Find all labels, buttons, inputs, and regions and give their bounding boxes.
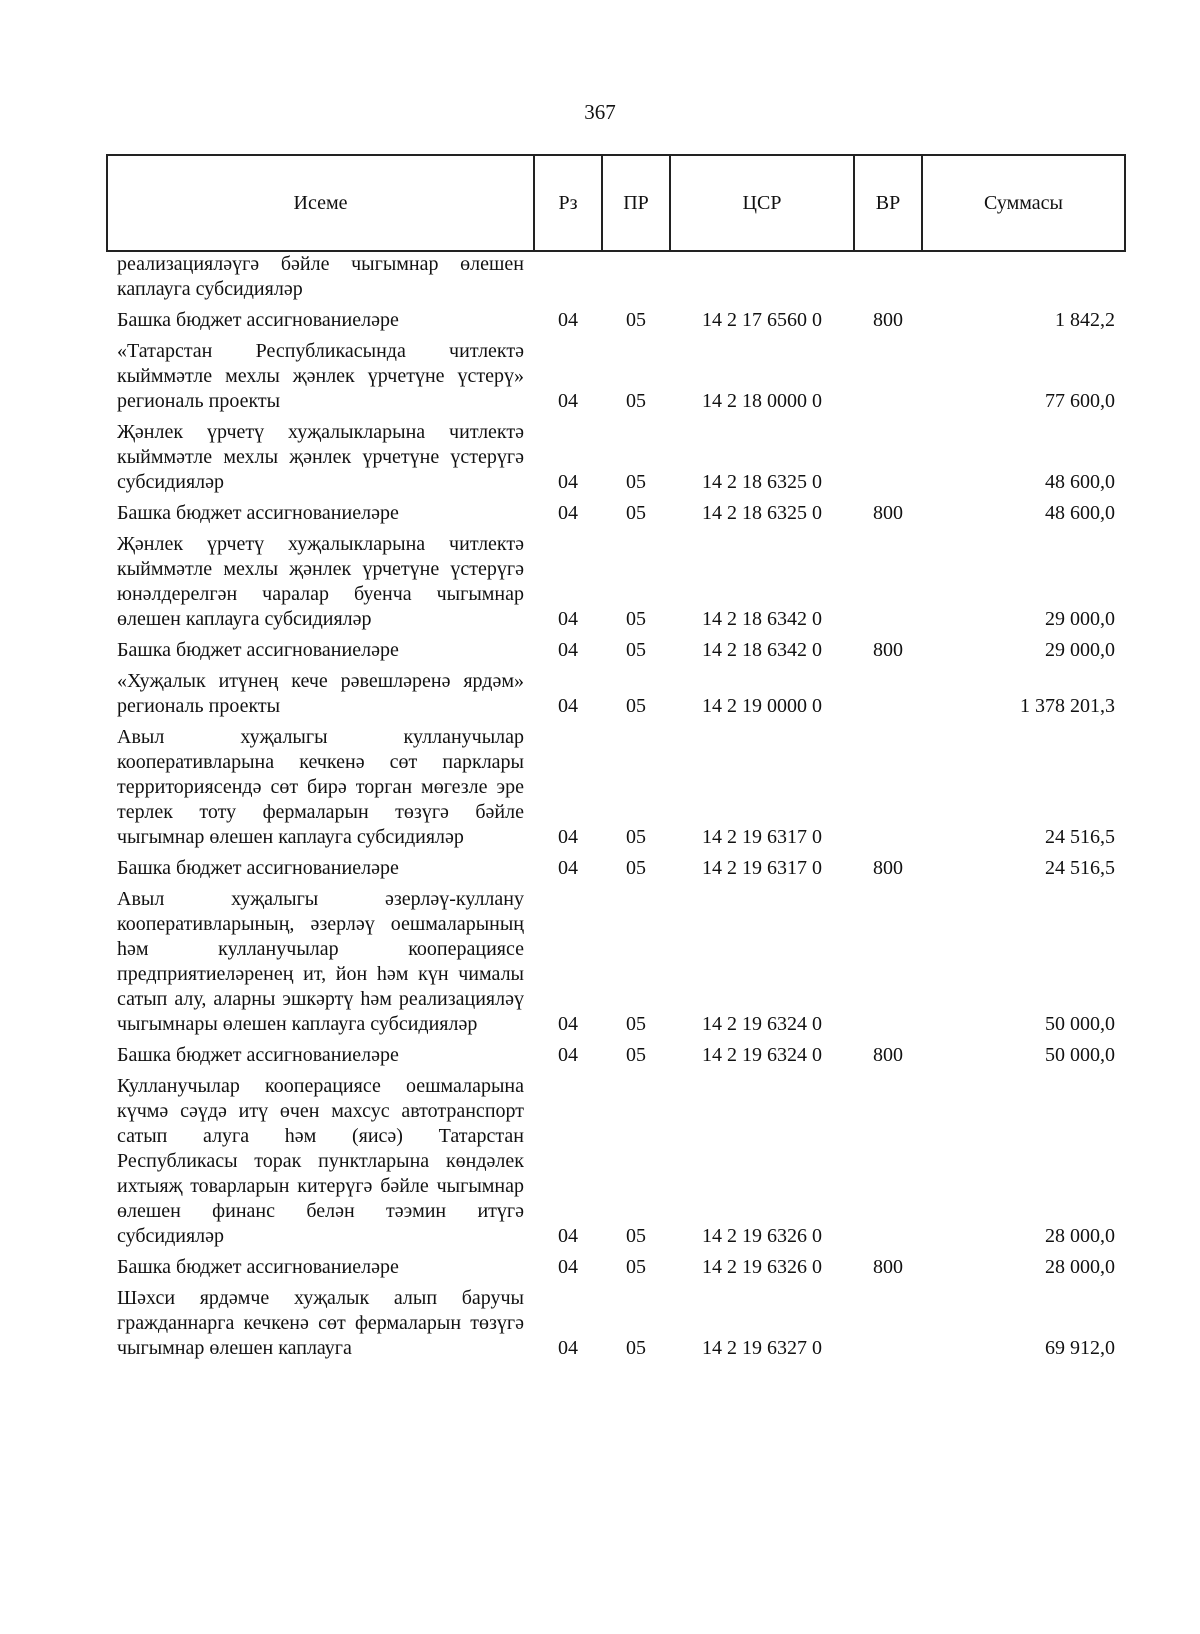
cell-rz: 04 [558,1256,578,1278]
cell-rz [534,251,602,302]
cell-sum: 77 600,0 [1045,390,1115,412]
cell-rz: 04 [558,309,578,331]
cell-sum: 50 000,0 [1045,1013,1115,1035]
cell-csr [670,251,854,302]
cell-name: Башка бюджет ассигнованиеләре [117,1044,399,1066]
table-row [107,414,1125,495]
header-rz: Рз [534,155,602,251]
header-name: Исеме [107,155,534,251]
cell-csr: 14 2 19 6317 0 [702,826,822,848]
page-number: 367 [584,100,616,124]
cell-name: «Хуҗалык итүнең кече рәвешләренә ярдәм» региональ проекты [117,670,524,717]
cell-name: реализацияләүгә бәйле чыгымнар өлешен каплауга субсидияләр [117,253,524,300]
cell-rz: 04 [558,857,578,879]
cell-name: «Татарстан Республикасында читлектә кыйммәтле мехлы җәнлек үрчетүне үстерү» региональ проекты [117,340,524,412]
cell-csr: 14 2 18 6342 0 [702,608,822,630]
cell-vr: 800 [873,857,903,879]
table-row [107,850,1125,881]
cell-rz: 04 [558,639,578,661]
cell-csr: 14 2 18 6342 0 [702,639,822,661]
cell-csr: 14 2 18 6325 0 [702,502,822,524]
cell-csr: 14 2 19 6326 0 [702,1225,822,1247]
cell-rz: 04 [558,1337,578,1359]
table-row [107,251,1125,302]
cell-name: Башка бюджет ассигнованиеләре [117,1256,399,1278]
table-row [107,1037,1125,1068]
cell-pr: 05 [626,826,646,848]
cell-vr [854,663,922,719]
cell-name: Башка бюджет ассигнованиеләре [117,309,399,331]
cell-pr: 05 [626,695,646,717]
header-sum: Суммасы [922,155,1125,251]
cell-pr: 05 [626,1044,646,1066]
cell-csr: 14 2 19 6324 0 [702,1044,822,1066]
cell-pr: 05 [626,1013,646,1035]
cell-vr [854,414,922,495]
cell-rz: 04 [558,826,578,848]
cell-vr [854,719,922,850]
cell-sum: 1 378 201,3 [1020,695,1115,717]
table-row [107,495,1125,526]
cell-vr: 800 [873,1256,903,1278]
header-vr: ВР [854,155,922,251]
cell-vr: 800 [873,639,903,661]
cell-csr: 14 2 19 0000 0 [702,695,822,717]
cell-rz: 04 [558,471,578,493]
cell-csr: 14 2 19 6317 0 [702,857,822,879]
table-row [107,1280,1125,1361]
cell-name: Җәнлек үрчетү хуҗалыкларына читлектә кыйммәтле мехлы җәнлек үрчетүне үстерүгә субсидияләр [117,421,524,493]
cell-csr: 14 2 18 6325 0 [702,471,822,493]
cell-sum: 1 842,2 [1055,309,1115,331]
cell-csr: 14 2 17 6560 0 [702,309,822,331]
cell-name: Кулланучылар кооперациясе оешмаларына күчмә сәүдә итү өчен махсус автотранспорт сатып алуга һәм (яисә) Татарстан Республикасы торак пунктларына көндәлек ихтыяҗ товарларын китерүгә бәйле чыгымнар өлешен финанс белән тәэмин итүгә субсидияләр [117,1075,524,1247]
cell-sum: 48 600,0 [1045,471,1115,493]
cell-pr: 05 [626,1225,646,1247]
cell-vr [854,1068,922,1249]
cell-pr: 05 [626,857,646,879]
cell-pr: 05 [626,608,646,630]
cell-pr: 05 [626,1337,646,1359]
cell-name: Авыл хуҗалыгы кулланучылар кооперативларына кечкенә сөт парклары территориясендә сөт бирә торган мөгезле эре терлек тоту фермаларын төзүгә бәйле чыгымнар өлешен каплауга субсидияләр [117,726,524,848]
cell-pr [602,251,670,302]
cell-vr [854,526,922,632]
cell-pr: 05 [626,639,646,661]
table-row [107,719,1125,850]
cell-rz: 04 [558,1044,578,1066]
cell-sum: 48 600,0 [1045,502,1115,524]
cell-csr: 14 2 19 6326 0 [702,1256,822,1278]
cell-sum: 28 000,0 [1045,1225,1115,1247]
cell-name: Башка бюджет ассигнованиеләре [117,502,399,524]
cell-pr: 05 [626,1256,646,1278]
cell-name: Җәнлек үрчетү хуҗалыкларына читлектә кыйммәтле мехлы җәнлек үрчетүне үстерүгә юнәлдерелгән чаралар буенча чыгымнар өлешен каплауга субсидияләр [117,533,524,630]
cell-vr [854,333,922,414]
cell-pr: 05 [626,309,646,331]
cell-sum: 50 000,0 [1045,1044,1115,1066]
cell-pr: 05 [626,502,646,524]
cell-sum: 28 000,0 [1045,1256,1115,1278]
cell-rz: 04 [558,695,578,717]
cell-csr: 14 2 18 0000 0 [702,390,822,412]
cell-vr: 800 [873,502,903,524]
cell-csr: 14 2 19 6324 0 [702,1013,822,1035]
cell-vr: 800 [873,309,903,331]
table-row [107,663,1125,719]
budget-table [106,154,1126,1361]
cell-name: Башка бюджет ассигнованиеләре [117,857,399,879]
table-row [107,526,1125,632]
header-csr: ЦСР [670,155,854,251]
table-row [107,333,1125,414]
cell-name: Шәхси ярдәмче хуҗалык алып баручы гражданнарга кечкенә сөт фермаларын төзүгә чыгымнар өлешен каплауга [117,1287,524,1359]
table-row [107,1249,1125,1280]
cell-rz: 04 [558,1013,578,1035]
table-header [107,155,1125,251]
cell-sum: 69 912,0 [1045,1337,1115,1359]
table-row [107,632,1125,663]
table-row [107,302,1125,333]
table-body [107,251,1125,1361]
table-row [107,881,1125,1037]
cell-vr [854,1280,922,1361]
cell-name: Башка бюджет ассигнованиеләре [117,639,399,661]
cell-vr [854,251,922,302]
header-pr: ПР [602,155,670,251]
cell-vr: 800 [873,1044,903,1066]
cell-pr: 05 [626,471,646,493]
cell-rz: 04 [558,1225,578,1247]
cell-pr: 05 [626,390,646,412]
table-row [107,1068,1125,1249]
cell-rz: 04 [558,608,578,630]
cell-rz: 04 [558,502,578,524]
cell-csr: 14 2 19 6327 0 [702,1337,822,1359]
cell-sum: 24 516,5 [1045,826,1115,848]
cell-sum: 29 000,0 [1045,608,1115,630]
cell-sum [922,251,1125,302]
cell-name: Авыл хуҗалыгы әзерләү-куллану кооперативларының, әзерләү оешмаларының һәм кулланучылар кооперациясе предприятиеләренең ит, йон һәм күн чималы сатып алу, аларны эшкәртү һәм реализацияләү чыгымнары өлешен каплауга субсидияләр [117,888,524,1035]
cell-sum: 24 516,5 [1045,857,1115,879]
cell-sum: 29 000,0 [1045,639,1115,661]
cell-vr [854,881,922,1037]
cell-rz: 04 [558,390,578,412]
